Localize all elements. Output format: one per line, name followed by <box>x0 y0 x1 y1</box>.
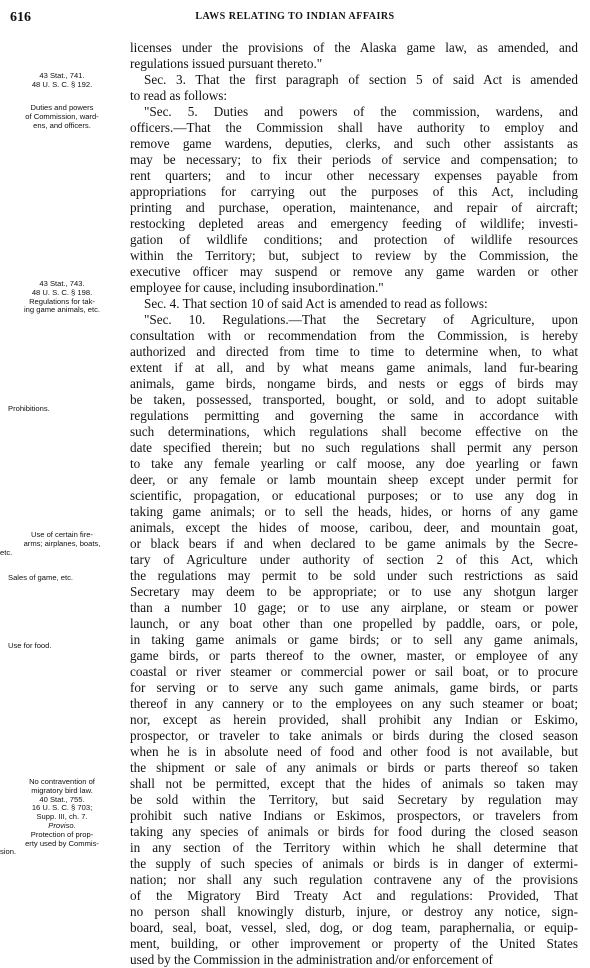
body-line: thereof in any cannery or to the employees on any such steamer or boat; <box>130 696 578 711</box>
margin-note-line: ens, and officers. <box>33 121 91 130</box>
margin-note-line: Use of certain fire- <box>30 531 94 539</box>
body-line: prospector, or traveler to take animals or birds during the closed season <box>130 728 578 743</box>
margin-note-line: No contravention of <box>29 778 95 786</box>
body-line: extent if at all, and by what means game animals, land fur-bearing <box>130 360 578 375</box>
body-line: appropriations for carrying out the purposes of this Act, including <box>130 184 578 199</box>
body-line: within the Territory; but, subject to review by the Commission, the <box>130 248 578 263</box>
margin-note-line: sion. <box>0 848 17 857</box>
body-line: printing and purchase, operation, maintenance, and repair of aircraft; <box>130 200 578 215</box>
body-line: ment, building, or other improvement or property of the United States <box>130 936 578 951</box>
margin-note-line: 40 Stat., 755. <box>39 795 85 804</box>
body-line: rent quarters; and to incur other necessary expenses payable from <box>130 168 578 183</box>
margin-note-line: 16 U. S. C. § 703; <box>31 804 93 813</box>
body-line: may be necessary; to fix their periods of service and compensation; to <box>130 152 578 167</box>
margin-note-regulations <box>0 280 124 315</box>
body-line: nor, except as herein provided, shall prohibit any Indian or Eskimo, <box>130 712 578 727</box>
body-line: be sold within the Territory, but said Secretary by regulation may <box>130 792 578 807</box>
page-number: 616 <box>10 10 31 25</box>
body-line: the regulations may permit to be sold under such restrictions as said <box>130 568 578 583</box>
body-line: taking any species of animals or birds for food during the closed season <box>130 824 578 839</box>
body-line: Secretary may deem to be appropriate; or to use any shotgun larger <box>130 584 578 599</box>
body-line: to take any female yearling or calf moose, any doe yearling or fawn <box>130 456 578 471</box>
body-line: the supply of such species of animals or birds is in danger of extermi- <box>130 856 578 871</box>
body-line: coastal or river steamer or commercial power or sail boat, or to procure <box>130 664 578 679</box>
margin-note-line: etc. <box>0 548 13 557</box>
body-line: board, seal, boat, vessel, sled, dog, or dog team, paraphernalia, or equip- <box>130 920 578 935</box>
body-line: game birds, or parts thereof to the owner, master, or employee of any <box>130 648 578 663</box>
body-line: Sec. 4. That section 10 of said Act is amended to read as follows: <box>144 296 488 311</box>
margin-note-line: Sales of game, etc. <box>8 574 74 582</box>
body-line: when he is in absolute need of food and other food is not available, but <box>130 744 578 759</box>
body-line: consultation with or recommendation from the Commission, is hereby <box>130 328 578 343</box>
body-line: such determinations, which regulations shall become effective on the <box>130 424 578 439</box>
body-line: date specified therein; but no such regulations shall permit any person <box>130 440 578 455</box>
margin-note-line: Protection of prop- <box>30 830 94 839</box>
body-line: in taking game animals or game birds; or to sell any game animals, <box>130 632 578 647</box>
body-line: officers.—That the Commission shall have authority to employ and <box>130 120 578 135</box>
body-line: taking game animals; or to sell the heads, hides, or horns of any game <box>130 504 578 519</box>
body-line: than a number 10 gage; or to use any airplane, or steam or power <box>130 600 578 615</box>
body-line: regulations issued pursuant thereto." <box>130 56 323 71</box>
margin-note-sales <box>0 574 132 583</box>
body-line: "Sec. 10. Regulations.—That the Secretary of Agriculture, upon <box>144 312 578 327</box>
margin-note-line: Regulations for tak- <box>29 297 95 306</box>
margin-note-line: Supp. III, ch. 7. <box>36 813 88 822</box>
body-line: tary of Agriculture under authority of section 2 of this Act, which <box>130 552 578 567</box>
margin-note-line: arms; airplanes, boats, <box>23 539 101 548</box>
margin-note-line: 48 U. S. C. § 198. <box>31 288 93 297</box>
body-line: animals, game birds, nongame birds, and nests or eggs of birds may <box>130 376 578 391</box>
body-line: to read as follows: <box>130 88 228 103</box>
body-line: nation; nor shall any such regulation contravene any of the provisions <box>130 872 578 887</box>
body-line: authorized and directed from time to time to determine when, to what <box>130 344 578 359</box>
body-line: the shipment or sale of any animals or birds or parts thereof so taken <box>130 760 578 775</box>
body-line: executive officer may suspend or remove any game warden or other <box>130 264 578 279</box>
margin-note-line: ing game animals, etc. <box>24 306 100 315</box>
body-line: employee for cause, including insubordination." <box>130 280 384 295</box>
body-line: scientific, propagation, or educational purposes; or to use any dog in <box>130 488 578 503</box>
page-header <box>10 10 580 26</box>
margin-note-line: 43 Stat., 743. <box>39 280 85 288</box>
body-line: in any section of the Territory within which he shall determine that <box>130 840 578 855</box>
margin-note-line: 48 U. S. C. § 192. <box>31 80 93 89</box>
margin-note-line: Duties and powers <box>30 104 94 112</box>
margin-note-citation-741 <box>0 72 124 90</box>
margin-note-line: Use for food. <box>8 642 52 650</box>
margin-note-line: erty used by Commis- <box>25 839 99 848</box>
body-line: no person shall knowingly disturb, injure, or destroy any notice, sign- <box>130 904 578 919</box>
body-line: prohibit such native Indians or Eskimos, prospectors, or travelers from <box>130 808 578 823</box>
body-line: of the Migratory Bird Treaty Act and regulations: Provided, That <box>130 888 578 903</box>
margin-note-line: Prohibitions. <box>8 405 50 413</box>
margin-note-food <box>0 642 132 651</box>
body-line: be taken, possessed, transported, bought, or sold, and to adopt suitable <box>130 392 578 407</box>
margin-note-duties <box>0 104 124 130</box>
body-line: Sec. 3. That the first paragraph of section 5 of said Act is amended <box>144 72 578 87</box>
margin-note-prohibitions <box>0 405 132 414</box>
running-title: LAWS RELATING TO INDIAN AFFAIRS <box>195 11 395 22</box>
body-line: used by the Commission in the administration and/or enforcement of <box>130 952 493 967</box>
margin-note-firearms <box>0 531 124 557</box>
margin-note-migratory <box>0 778 124 857</box>
body-line: deer, or any female or lamb mountain sheep except under permit for <box>130 472 578 487</box>
body-line: licenses under the provisions of the Alaska game law, as amended, and <box>130 40 578 55</box>
margin-note-line: 43 Stat., 741. <box>39 72 85 80</box>
body-line: regulations permitting and governing the same in accordance with <box>130 408 578 423</box>
body-line: restocking depleted areas and emergency feeding of wildlife; investi- <box>130 216 578 231</box>
margin-note-line: migratory bird law. <box>31 786 93 795</box>
body-line: shall not be permitted, except that the hides of animals so taken may <box>130 776 578 791</box>
body-line: "Sec. 5. Duties and powers of the commission, wardens, and <box>144 104 578 119</box>
body-line: or black bears if and when declared to be game animals by the Secre- <box>130 536 578 551</box>
body-line: launch, or any boat other than one propelled by paddle, oars, or pole, <box>130 616 578 631</box>
margin-note-line: of Commission, ward- <box>25 112 99 121</box>
body-line: animals, except the hides of moose, caribou, deer, and mountain goat, <box>130 520 578 535</box>
body-line: gation of wildlife conditions; and protection of wildlife resources <box>130 232 578 247</box>
margin-note-line: Proviso. <box>48 821 76 830</box>
body-line: for serving or to serve any such game animals, game birds, or parts <box>130 680 578 695</box>
body-line: remove game wardens, deputies, clerks, and such other assistants as <box>130 136 578 151</box>
